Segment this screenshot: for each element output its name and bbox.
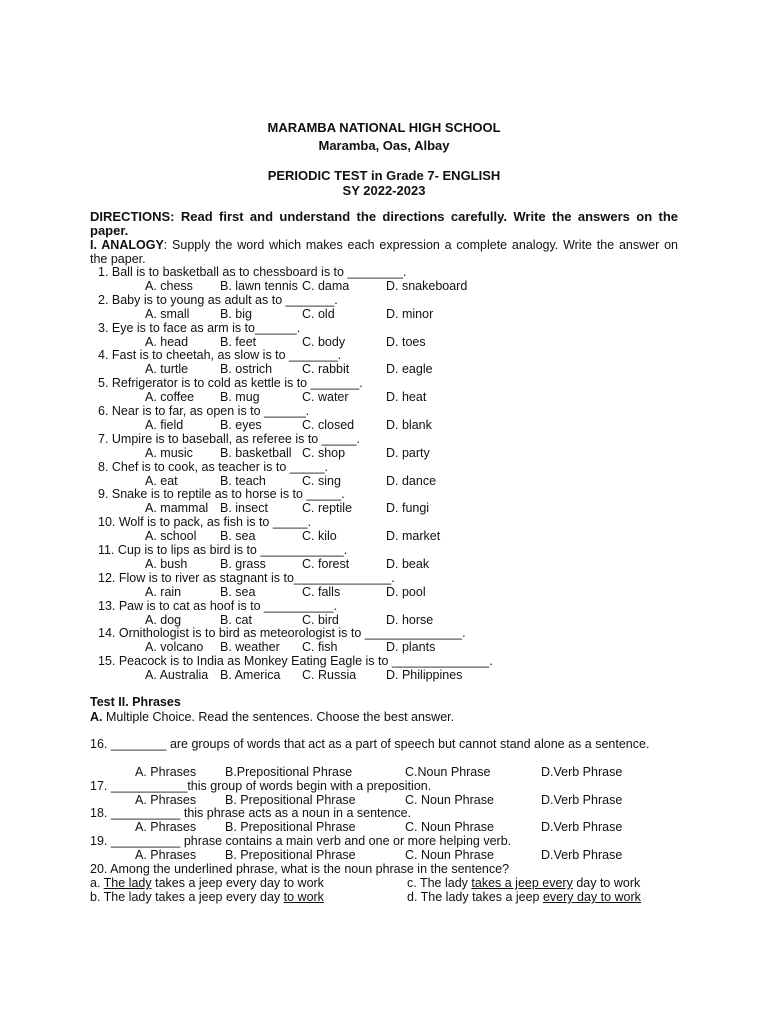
analogy-option: C. shop xyxy=(302,446,346,460)
part1-instruction: : Supply the word which makes each expression a complete analogy. Write the answer on the paper. xyxy=(90,238,678,266)
analogy-option: D. pool xyxy=(386,585,426,599)
analogy-option: A. small xyxy=(145,307,190,321)
analogy-option: B. lawn tennis xyxy=(220,279,298,293)
analogy-option: C. fish xyxy=(302,640,338,654)
analogy-option: D. toes xyxy=(386,335,426,349)
q20-c-suffix: day to work xyxy=(572,876,641,890)
phrase-option: C. Noun Phrase xyxy=(405,848,494,862)
analogy-option: A. mammal xyxy=(145,501,209,515)
q20-d-prefix: d. The lady takes a jeep xyxy=(407,890,543,904)
q20-a-underlined: The lady xyxy=(103,876,152,890)
analogy-question: 8. Chef is to cook, as teacher is to _____. xyxy=(98,460,328,474)
analogy-option: A. chess xyxy=(145,279,193,293)
q20-d-underlined: every day to work xyxy=(542,890,641,904)
school-year: SY 2022-2023 xyxy=(342,183,426,198)
phrase-option: D.Verb Phrase xyxy=(541,848,623,862)
q20-c-prefix: c. The lady xyxy=(407,876,472,890)
analogy-option: B. weather xyxy=(220,640,280,654)
analogy-question: 12. Flow is to river as stagnant is to______________. xyxy=(98,571,395,585)
analogy-option: B. teach xyxy=(220,474,266,488)
phrase-option: B. Prepositional Phrase xyxy=(225,793,356,807)
analogy-option: A. volcano xyxy=(145,640,204,654)
phrase-question: 16. ________ are groups of words that act as a part of speech but cannot stand alone as a sentence. xyxy=(90,737,650,751)
analogy-option: D. party xyxy=(386,446,430,460)
q20-option-a xyxy=(90,876,324,890)
analogy-option: B. ostrich xyxy=(220,362,273,376)
analogy-option: C. falls xyxy=(302,585,341,599)
analogy-question: 10. Wolf is to pack, as fish is to _____. xyxy=(98,515,312,529)
analogy-option: D. horse xyxy=(386,613,434,627)
analogy-option: D. snakeboard xyxy=(386,279,468,293)
analogy-option: A. school xyxy=(145,529,197,543)
analogy-option: B. America xyxy=(220,668,281,682)
phrase-option: B. Prepositional Phrase xyxy=(225,848,356,862)
analogy-option: D. fungi xyxy=(386,501,430,515)
analogy-question: 5. Refrigerator is to cold as kettle is to _______. xyxy=(98,376,363,390)
phrase-option: C. Noun Phrase xyxy=(405,820,494,834)
analogy-option: D. Philippines xyxy=(386,668,463,682)
analogy-option: A. rain xyxy=(145,585,182,599)
analogy-option: B. sea xyxy=(220,529,256,543)
analogy-question: 6. Near is to far, as open is to ______. xyxy=(98,404,310,418)
analogy-option: D. minor xyxy=(386,307,434,321)
q20-option-b xyxy=(90,890,324,904)
analogy-question: 11. Cup is to lips as bird is to ____________. xyxy=(98,543,348,557)
analogy-option: B. cat xyxy=(220,613,252,627)
part2-instruction xyxy=(90,710,454,724)
analogy-option: C. forest xyxy=(302,557,350,571)
analogy-option: C. sing xyxy=(302,474,341,488)
analogy-question: 7. Umpire is to baseball, as referee is to _____. xyxy=(98,432,360,446)
part2-sub-instruction: Multiple Choice. Read the sentences. Choose the best answer. xyxy=(102,710,455,724)
analogy-option: B. feet xyxy=(220,335,257,349)
analogy-option: D. beak xyxy=(386,557,430,571)
q20-option-d xyxy=(407,890,641,904)
analogy-option: B. big xyxy=(220,307,252,321)
analogy-option: B. mug xyxy=(220,390,260,404)
analogy-option: C. rabbit xyxy=(302,362,350,376)
phrase-question: 20. Among the underlined phrase, what is the noun phrase in the sentence? xyxy=(90,862,510,876)
q20-c-underlined: takes a jeep every xyxy=(471,876,573,890)
analogy-question: 2. Baby is to young as adult as to _______. xyxy=(98,293,338,307)
phrase-option: C. Noun Phrase xyxy=(405,793,494,807)
phrase-question: 17. ___________this group of words begin with a preposition. xyxy=(90,779,432,793)
analogy-option: D. heat xyxy=(386,390,427,404)
directions: DIRECTIONS: Read first and understand the directions carefully. Write the answers on the paper. xyxy=(90,209,678,238)
phrase-question: 19. __________ phrase contains a main verb and one or more helping verb. xyxy=(90,834,512,848)
analogy-option: A. Australia xyxy=(145,668,209,682)
analogy-option: A. head xyxy=(145,335,189,349)
q20-b-prefix: b. The lady takes a jeep every day xyxy=(90,890,284,904)
analogy-option: A. eat xyxy=(145,474,178,488)
analogy-question: 15. Peacock is to India as Monkey Eating Eagle is to ______________. xyxy=(98,654,493,668)
analogy-option: B. basketball xyxy=(220,446,292,460)
analogy-option: C. dama xyxy=(302,279,350,293)
school-address: Maramba, Oas, Albay xyxy=(318,138,450,153)
q20-a-prefix: a. xyxy=(90,876,104,890)
analogy-option: C. old xyxy=(302,307,335,321)
phrase-option: A. Phrases xyxy=(135,848,197,862)
phrase-option: D.Verb Phrase xyxy=(541,820,623,834)
analogy-option: A. bush xyxy=(145,557,188,571)
analogy-option: B. sea xyxy=(220,585,256,599)
phrase-option: D.Verb Phrase xyxy=(541,765,623,779)
analogy-option: A. coffee xyxy=(145,390,195,404)
analogy-option: D. plants xyxy=(386,640,436,654)
analogy-option: D. blank xyxy=(386,418,432,432)
phrase-option: A. Phrases xyxy=(135,820,197,834)
analogy-option: C. water xyxy=(302,390,349,404)
phrase-option: A. Phrases xyxy=(135,765,197,779)
analogy-option: C. kilo xyxy=(302,529,337,543)
q20-b-underlined: to work xyxy=(283,890,324,904)
phrase-option: D.Verb Phrase xyxy=(541,793,623,807)
analogy-question: 3. Eye is to face as arm is to______. xyxy=(98,321,301,335)
phrase-question: 18. __________ this phrase acts as a noun in a sentence. xyxy=(90,806,412,820)
analogy-option: A. music xyxy=(145,446,193,460)
school-name: MARAMBA NATIONAL HIGH SCHOOL xyxy=(267,120,501,135)
analogy-option: A. field xyxy=(145,418,184,432)
part2-sub-label: A. xyxy=(90,710,103,724)
part2-label: Test II. Phrases xyxy=(90,695,181,709)
analogy-option: C. closed xyxy=(302,418,355,432)
analogy-option: C. bird xyxy=(302,613,339,627)
analogy-option: A. turtle xyxy=(145,362,189,376)
phrase-option: A. Phrases xyxy=(135,793,197,807)
analogy-option: B. grass xyxy=(220,557,266,571)
analogy-question: 14. Ornithologist is to bird as meteorologist is to ______________. xyxy=(98,626,466,640)
analogy-option: C. body xyxy=(302,335,346,349)
analogy-option: B. eyes xyxy=(220,418,262,432)
analogy-option: C. Russia xyxy=(302,668,357,682)
phrase-option: B. Prepositional Phrase xyxy=(225,820,356,834)
analogy-option: A. dog xyxy=(145,613,182,627)
part1-label: I. ANALOGY xyxy=(90,238,164,252)
analogy-option: B. insect xyxy=(220,501,268,515)
analogy-option: D. eagle xyxy=(386,362,433,376)
analogy-question: 4. Fast is to cheetah, as slow is to _______. xyxy=(98,348,342,362)
phrase-option: B.Prepositional Phrase xyxy=(225,765,353,779)
q20-option-c xyxy=(407,876,640,890)
phrase-option: C.Noun Phrase xyxy=(405,765,491,779)
test-title: PERIODIC TEST in Grade 7- ENGLISH xyxy=(267,168,501,183)
analogy-question: 9. Snake is to reptile as to horse is to _____. xyxy=(98,487,345,501)
analogy-option: D. dance xyxy=(386,474,437,488)
part1-heading xyxy=(90,238,678,266)
analogy-question: 13. Paw is to cat as hoof is to __________. xyxy=(98,599,338,613)
analogy-question: 1. Ball is to basketball as to chessboard is to ________. xyxy=(98,265,407,279)
analogy-option: C. reptile xyxy=(302,501,353,515)
analogy-option: D. market xyxy=(386,529,441,543)
q20-a-suffix: takes a jeep every day to work xyxy=(151,876,324,890)
